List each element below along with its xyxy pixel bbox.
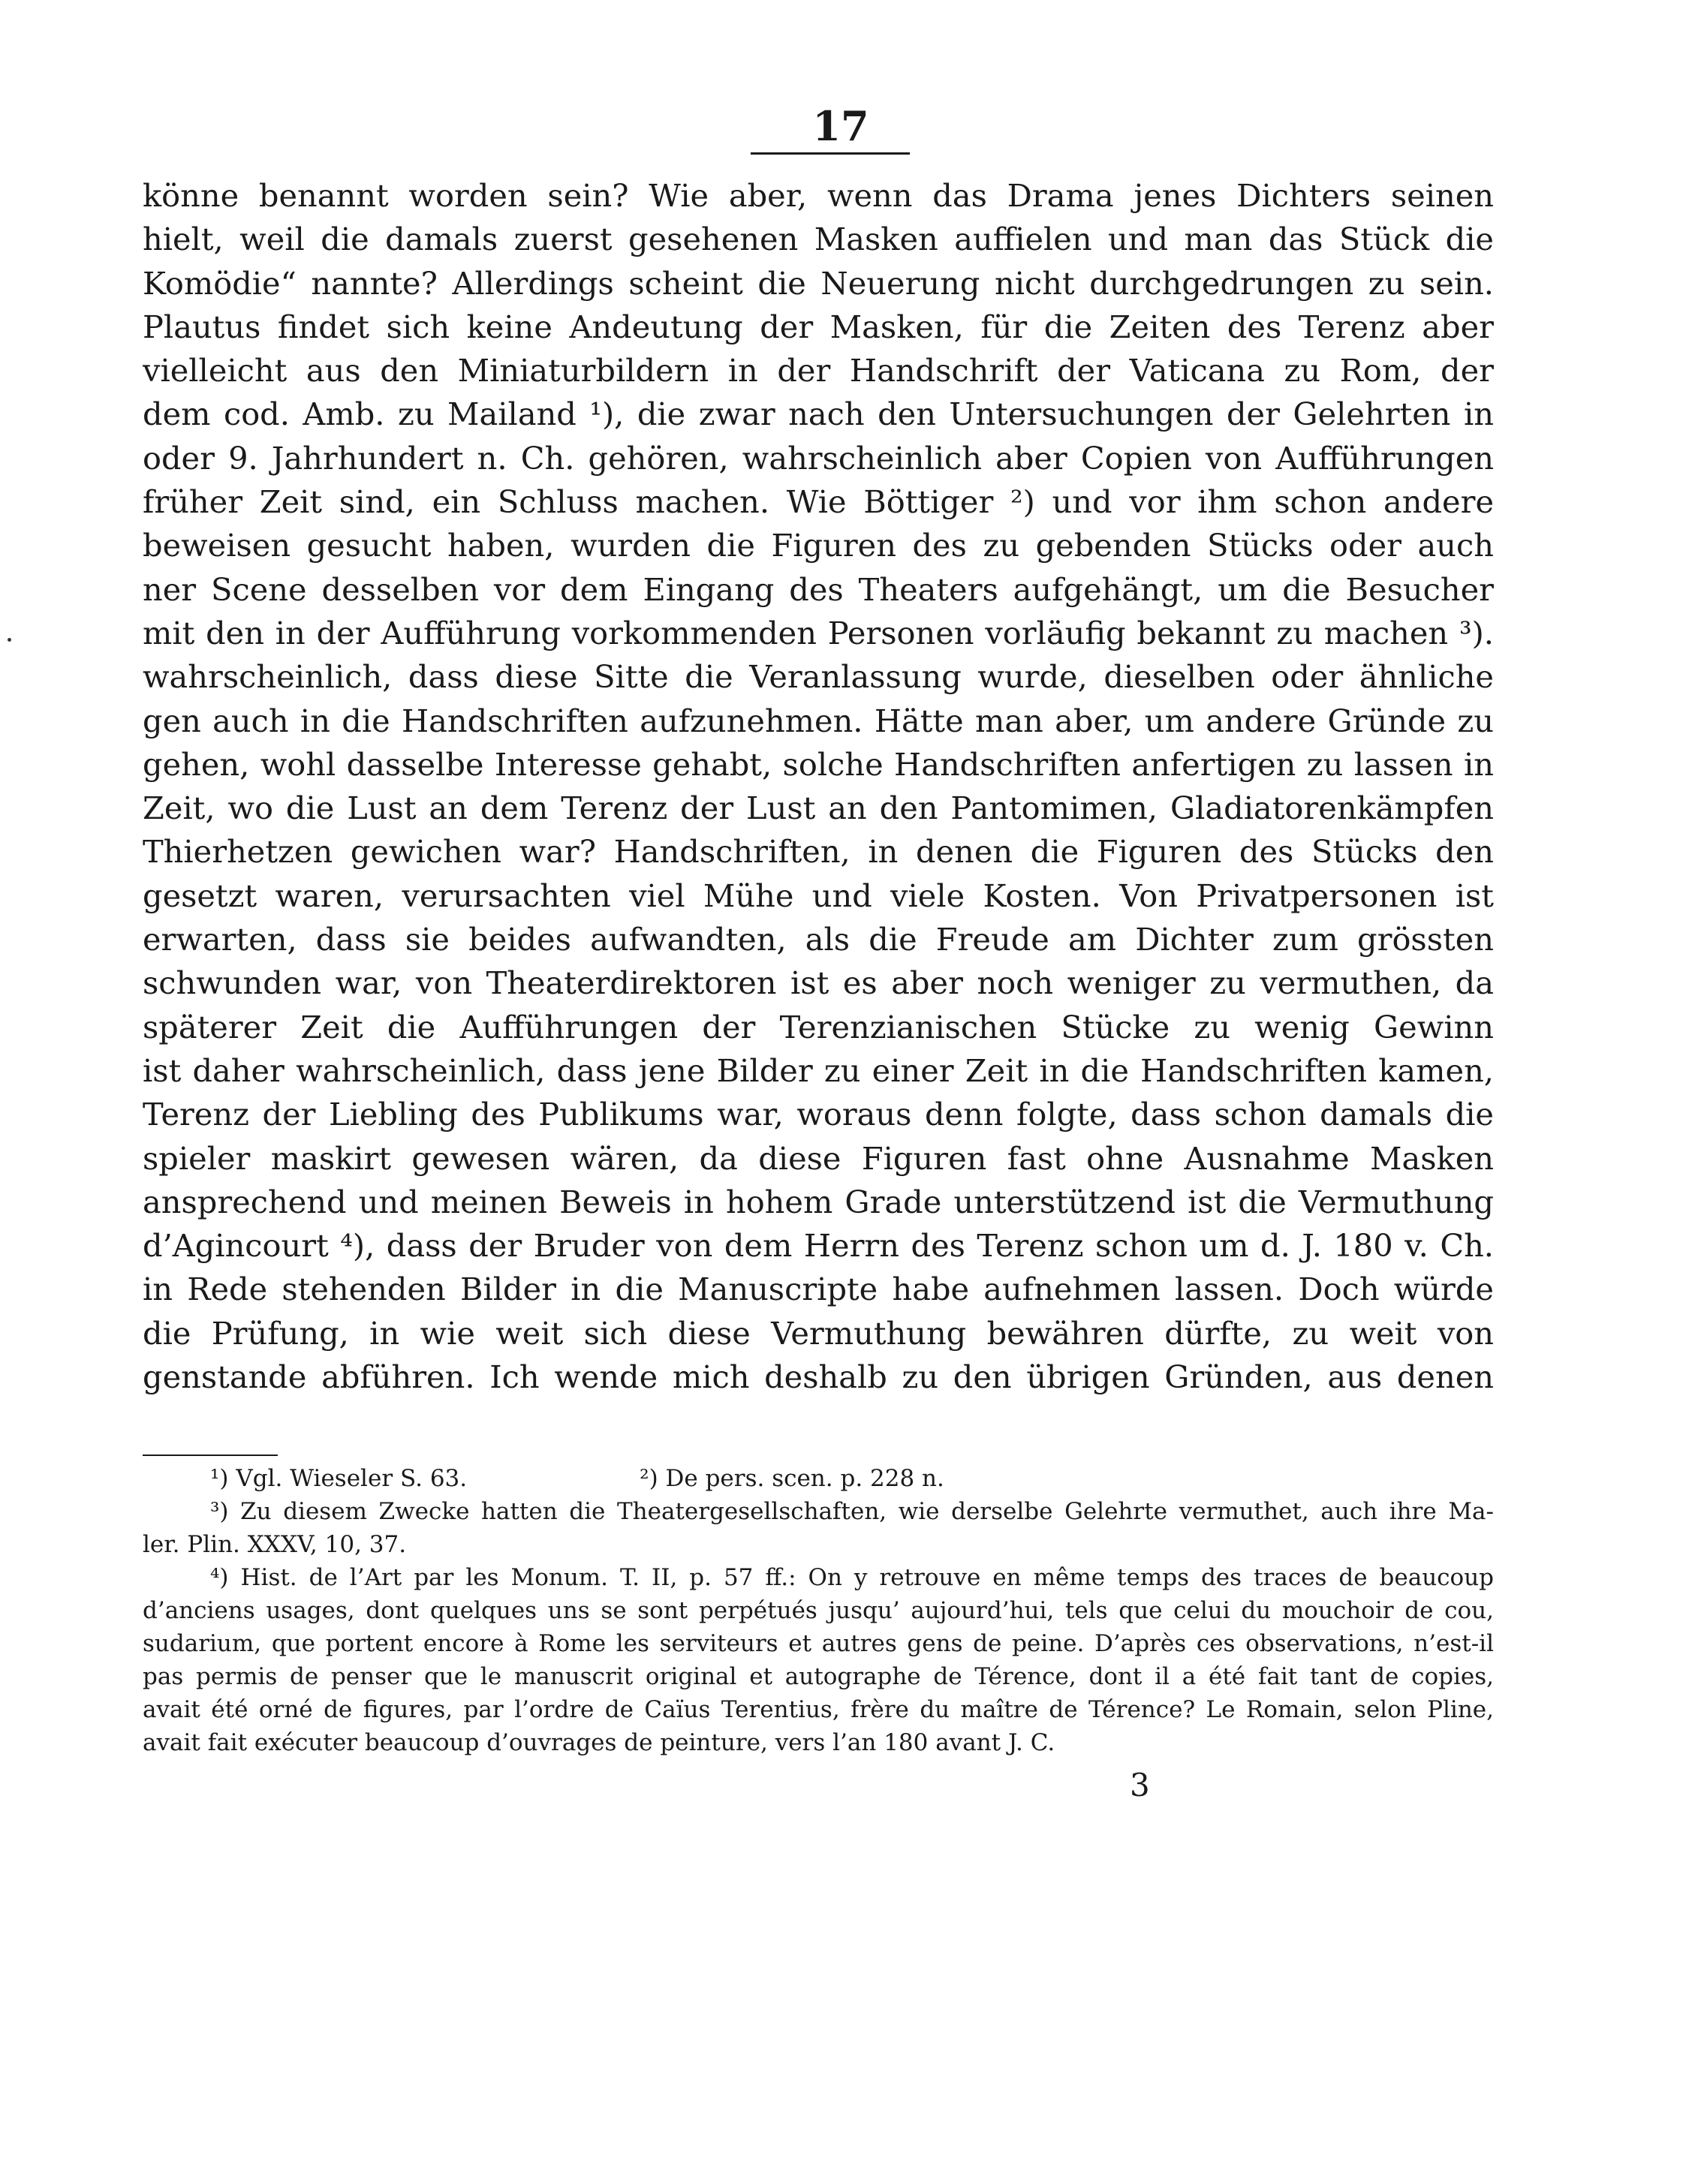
body-line: gen auch in die Handschriften aufzunehmen. Hätte man aber, um andere Gründe zu bbox=[143, 702, 1494, 739]
body-line: mit den in der Aufführung vorkommenden Personen vorläufig bekannt zu machen ³). bbox=[143, 614, 1494, 651]
body-line: d’Agincourt ⁴), dass der Bruder von dem Herrn des Terenz schon um d. J. 180 v. Ch. bbox=[143, 1227, 1494, 1265]
body-line: ansprechend und meinen Beweis in hohem Grade unterstützend ist die Vermuthung bbox=[143, 1183, 1494, 1220]
body-line: schwunden war, von Theaterdirektoren ist es aber noch weniger zu vermuthen, da bbox=[143, 964, 1494, 1002]
body-line: vielleicht aus den Miniaturbildern in der Handschrift der Vaticana zu Rom, der bbox=[143, 352, 1494, 390]
stray-ink-dot bbox=[8, 638, 11, 642]
body-line: gesetzt waren, verursachten viel Mühe und viele Kosten. Von Privatpersonen ist bbox=[143, 877, 1494, 914]
page-number: 17 bbox=[812, 102, 869, 150]
body-line: früher Zeit sind, ein Schluss machen. Wie Böttiger ²) und vor ihm schon andere bbox=[143, 483, 1494, 521]
body-line: beweisen gesucht haben, wurden die Figuren des zu gebenden Stücks oder auch bbox=[143, 527, 1494, 564]
body-line: Komödie“ nannte? Allerdings scheint die Neuerung nicht durchgedrungen zu sein. bbox=[143, 264, 1494, 302]
body-line: Thierhetzen gewichen war? Handschriften, in denen die Figuren des Stücks den bbox=[143, 833, 1494, 871]
body-line: genstande abführen. Ich wende mich deshalb zu den übrigen Gründen, aus denen bbox=[143, 1358, 1494, 1396]
body-line: in Rede stehenden Bilder in die Manuscripte habe aufnehmen lassen. Doch würde bbox=[143, 1271, 1494, 1308]
body-line: erwarten, dass sie beides aufwandten, als die Freude am Dichter zum grössten bbox=[143, 921, 1494, 958]
footnote-rule bbox=[143, 1454, 278, 1456]
footnote-3-line-1: ³) Zu diesem Zwecke hatten die Theatergesellschaften, wie derselbe Gelehrte vermuthet, auch ihre Ma- bbox=[210, 1498, 1494, 1525]
footnote-line bbox=[143, 1462, 1494, 1495]
body-line: ist daher wahrscheinlich, dass jene Bilder zu einer Zeit in die Handschriften kamen, bbox=[143, 1051, 1494, 1089]
footnote-4-line: d’anciens usages, dont quelques uns se sont perpétués jusqu’ aujourd’hui, tels que celui du mouchoir de cou, bbox=[143, 1597, 1494, 1624]
body-line: spieler maskirt gewesen wären, da diese Figuren fast ohne Ausnahme Masken bbox=[143, 1139, 1494, 1177]
body-line: oder 9. Jahrhundert n. Ch. gehören, wahrscheinlich aber Copien von Aufführungen bbox=[143, 439, 1494, 477]
body-line: Zeit, wo die Lust an dem Terenz der Lust an den Pantomimen, Gladiatorenkämpfen bbox=[143, 790, 1494, 827]
printer-signature-mark: 3 bbox=[1130, 1767, 1150, 1803]
body-line: gehen, wohl dasselbe Interesse gehabt, solche Handschriften anfertigen zu lassen in bbox=[143, 745, 1494, 783]
footnote-4-line: sudarium, que portent encore à Rome les serviteurs et autres gens de peine. D’après ces observations, n’est-il bbox=[143, 1630, 1494, 1657]
body-line: Plautus findet sich keine Andeutung der Masken, für die Zeiten des Terenz aber bbox=[143, 308, 1494, 345]
body-line: die Prüfung, in wie weit sich diese Vermuthung bewähren dürfte, zu weit von bbox=[143, 1314, 1494, 1352]
footnote-3-line-2: ler. Plin. XXXV, 10, 37. bbox=[143, 1531, 407, 1558]
body-line: hielt, weil die damals zuerst gesehenen Masken auffielen und man das Stück die bbox=[143, 221, 1494, 258]
body-line: ner Scene desselben vor dem Eingang des Theaters aufgehängt, um die Besucher bbox=[143, 570, 1494, 608]
footnote-4-line: ⁴) Hist. de l’Art par les Monum. T. II, p. 57 ff.: On y retrouve en même temps des traces de beaucoup bbox=[210, 1564, 1494, 1591]
body-line: könne benannt worden sein? Wie aber, wenn das Drama jenes Dichters seinen bbox=[143, 177, 1494, 214]
body-line: Terenz der Liebling des Publikums war, woraus denn folgte, dass schon damals die bbox=[143, 1096, 1494, 1133]
footnote-4-line: avait été orné de figures, par l’ordre de Caïus Terentius, frère du maître de Térence? Le Romain, selon Pline, bbox=[143, 1696, 1494, 1723]
footnote-4-line: avait fait exécuter beaucoup d’ouvrages de peinture, vers l’an 180 avant J. C. bbox=[143, 1729, 1055, 1756]
body-text bbox=[143, 174, 1494, 1399]
body-line: wahrscheinlich, dass diese Sitte die Veranlassung wurde, dieselben oder ähnliche bbox=[143, 658, 1494, 696]
body-line: dem cod. Amb. zu Mailand ¹), die zwar nach den Untersuchungen der Gelehrten in bbox=[143, 396, 1494, 433]
page-number-rule bbox=[751, 152, 910, 155]
footnote-2: ²) De pers. scen. p. 228 n. bbox=[640, 1465, 944, 1492]
footnote-4-line: pas permis de penser que le manuscrit original et autographe de Térence, dont il a été fait tant de copies, bbox=[143, 1663, 1494, 1690]
body-line: späterer Zeit die Aufführungen der Terenzianischen Stücke zu wenig Gewinn bbox=[143, 1008, 1494, 1045]
footnotes bbox=[143, 1462, 1494, 1759]
footnote-1: ¹) Vgl. Wieseler S. 63. bbox=[210, 1465, 468, 1492]
